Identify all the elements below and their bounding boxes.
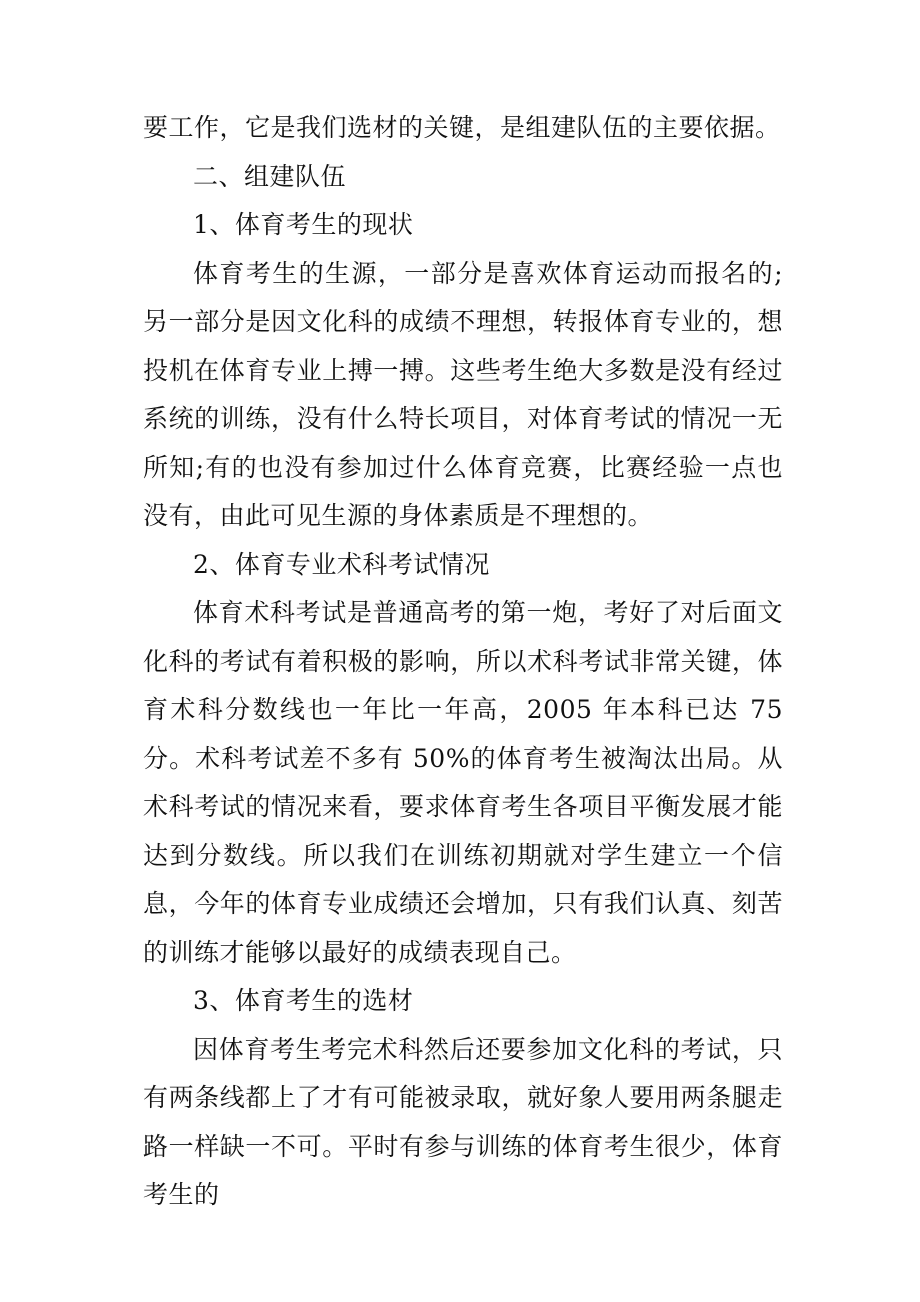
subheading-student-status: 1、体育考生的现状: [193, 210, 414, 239]
paragraph-exam-situation: 体育术科考试是普通高考的第一炮，考好了对后面文化科的考试有着积极的影响，所以术科考试非常关键，体育术科分数线也一年比一年高，2005 年本科已达 75 分。术科考试差不多有 50%的体育考生被淘汰出局。从术科考试的情况来看，要求体育考生各项目平衡发展才能达到分数线。所以我们在训练初期就对学生建立一个信息，今年的体育专业成绩还会增加，只有我们认真、刻苦的训练才能够以最好的成绩表现自己。: [143, 598, 783, 967]
document-body: [143, 104, 783, 1220]
paragraph-student-selection: 因体育考生考完术科然后还要参加文化科的考试，只有两条线都上了才有可能被录取，就好象人要用两条腿走路一样缺一不可。平时有参与训练的体育考生很少，体育考生的: [143, 1034, 783, 1209]
section-heading-build-team: 二、组建队伍: [193, 161, 347, 191]
paragraph-student-source: 体育考生的生源，一部分是喜欢体育运动而报名的;另一部分是因文化科的成绩不理想，转报体育专业的，想投机在体育专业上搏一搏。这些考生绝大多数是没有经过系统的训练，没有什么特长项目，对体育考试的情况一无所知;有的也没有参加过什么体育竞赛，比赛经验一点也没有，由此可见生源的身体素质是不理想的。: [143, 258, 783, 530]
paragraph-continuation: 要工作，它是我们选材的关键，是组建队伍的主要依据。: [143, 113, 781, 142]
subheading-student-selection: 3、体育考生的选材: [193, 986, 414, 1015]
subheading-exam-situation: 2、体育专业术科考试情况: [193, 549, 490, 579]
